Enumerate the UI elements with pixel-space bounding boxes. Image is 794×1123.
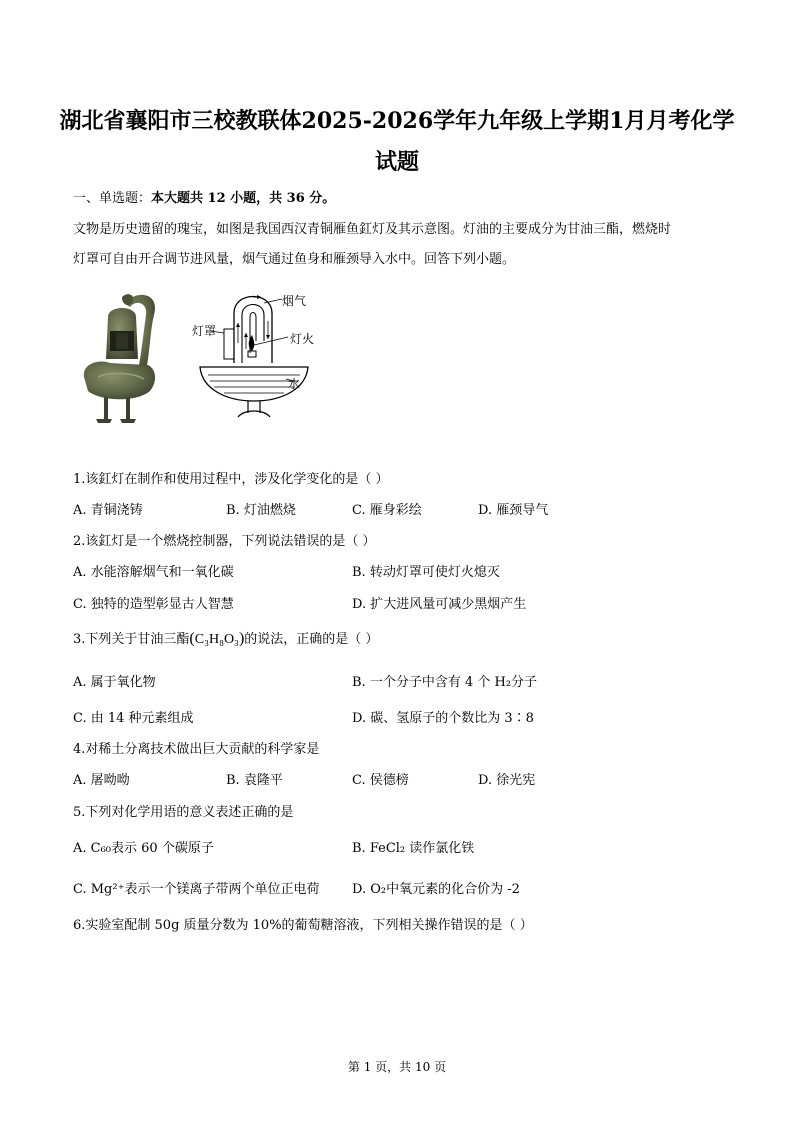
q2-option-d: D. 扩大进风量可减少黑烟产生 (352, 597, 527, 612)
q4-option-c: C. 侯德榜 (352, 773, 409, 788)
q4-option-a: A. 屠呦呦 (73, 773, 130, 788)
document-title-line1: 湖北省襄阳市三校教联体2025-2026学年九年级上学期1月月考化学 (59, 108, 735, 134)
q3-option-b: B. 一个分子中含有 4 个 H₂分子 (352, 675, 538, 690)
label-water: 水 (288, 377, 301, 391)
q5-option-b: B. FeCl₂ 读作氯化铁 (352, 841, 475, 856)
q4-option-d: D. 徐光宪 (478, 773, 536, 788)
page-footer: 第 1 页，共 10 页 (347, 1060, 447, 1074)
q4-option-b: B. 袁隆平 (226, 773, 283, 788)
q1-option-b: B. 灯油燃烧 (226, 503, 296, 518)
section-heading (73, 187, 335, 206)
q1-option-a: A. 青铜浇铸 (73, 503, 143, 518)
q2-option-b: B. 转动灯罩可使灯火熄灭 (352, 565, 500, 580)
q5-option-a: A. C₆₀表示 60 个碳原子 (73, 841, 214, 856)
q5-option-c: C. Mg²⁺表示一个镁离子带两个单位正电荷 (73, 882, 320, 897)
question-2-stem: 2.该釭灯是一个燃烧控制器，下列说法错误的是（ ） (73, 534, 376, 549)
q3-option-d: D. 碳、氢原子的个数比为 3∶8 (352, 711, 534, 726)
question-5-stem: 5.下列对化学用语的意义表述正确的是 (73, 805, 294, 820)
q1-option-c: C. 雁身彩绘 (352, 503, 422, 518)
question-1-stem: 1.该釭灯在制作和使用过程中，涉及化学变化的是（ ） (73, 472, 389, 487)
section-heading-prefix: 一、单选题： (73, 191, 152, 206)
q3-option-a: A. 属于氧化物 (73, 675, 156, 690)
q3-stem-suffix: 的说法，正确的是（ ） (244, 632, 379, 647)
q3-option-c: C. 由 14 种元素组成 (73, 711, 194, 726)
question-3-stem: 3.下列关于甘油三酯(C₃H₈O₃)的说法，正确的是（ ） (73, 630, 379, 647)
bronze-lamp-photo (80, 285, 162, 427)
intro-line-1: 文物是历史遗留的瑰宝，如图是我国西汉青铜雁鱼釭灯及其示意图。灯油的主要成分为甘油三酯，燃烧时 (73, 222, 672, 237)
q2-option-a: A. 水能溶解烟气和一氧化碳 (73, 565, 234, 580)
section-heading-body: 本大题共 12 小题，共 36 分。 (151, 191, 336, 206)
intro-line-2: 灯罩可自由开合调节进风量，烟气通过鱼身和雁颈导入水中。回答下列小题。 (73, 252, 516, 267)
q1-option-d: D. 雁颈导气 (478, 503, 549, 518)
q3-formula: C₃H₈O₃ (194, 632, 239, 647)
label-flame: 灯火 (290, 332, 315, 346)
question-4-stem: 4.对稀土分离技术做出巨大贡献的科学家是 (73, 742, 320, 757)
question-6-stem: 6.实验室配制 50g 质量分数为 10%的葡萄糖溶液，下列相关操作错误的是（ ） (73, 918, 533, 933)
q5-option-d: D. O₂中氧元素的化合价为 -2 (352, 882, 520, 897)
label-smoke: 烟气 (282, 294, 307, 308)
label-shade: 灯罩 (192, 324, 217, 338)
q2-option-c: C. 独特的造型彰显古人智慧 (73, 597, 234, 612)
q3-stem-prefix: 3.下列关于甘油三酯 (73, 632, 190, 647)
document-title-line2: 试题 (374, 149, 419, 175)
